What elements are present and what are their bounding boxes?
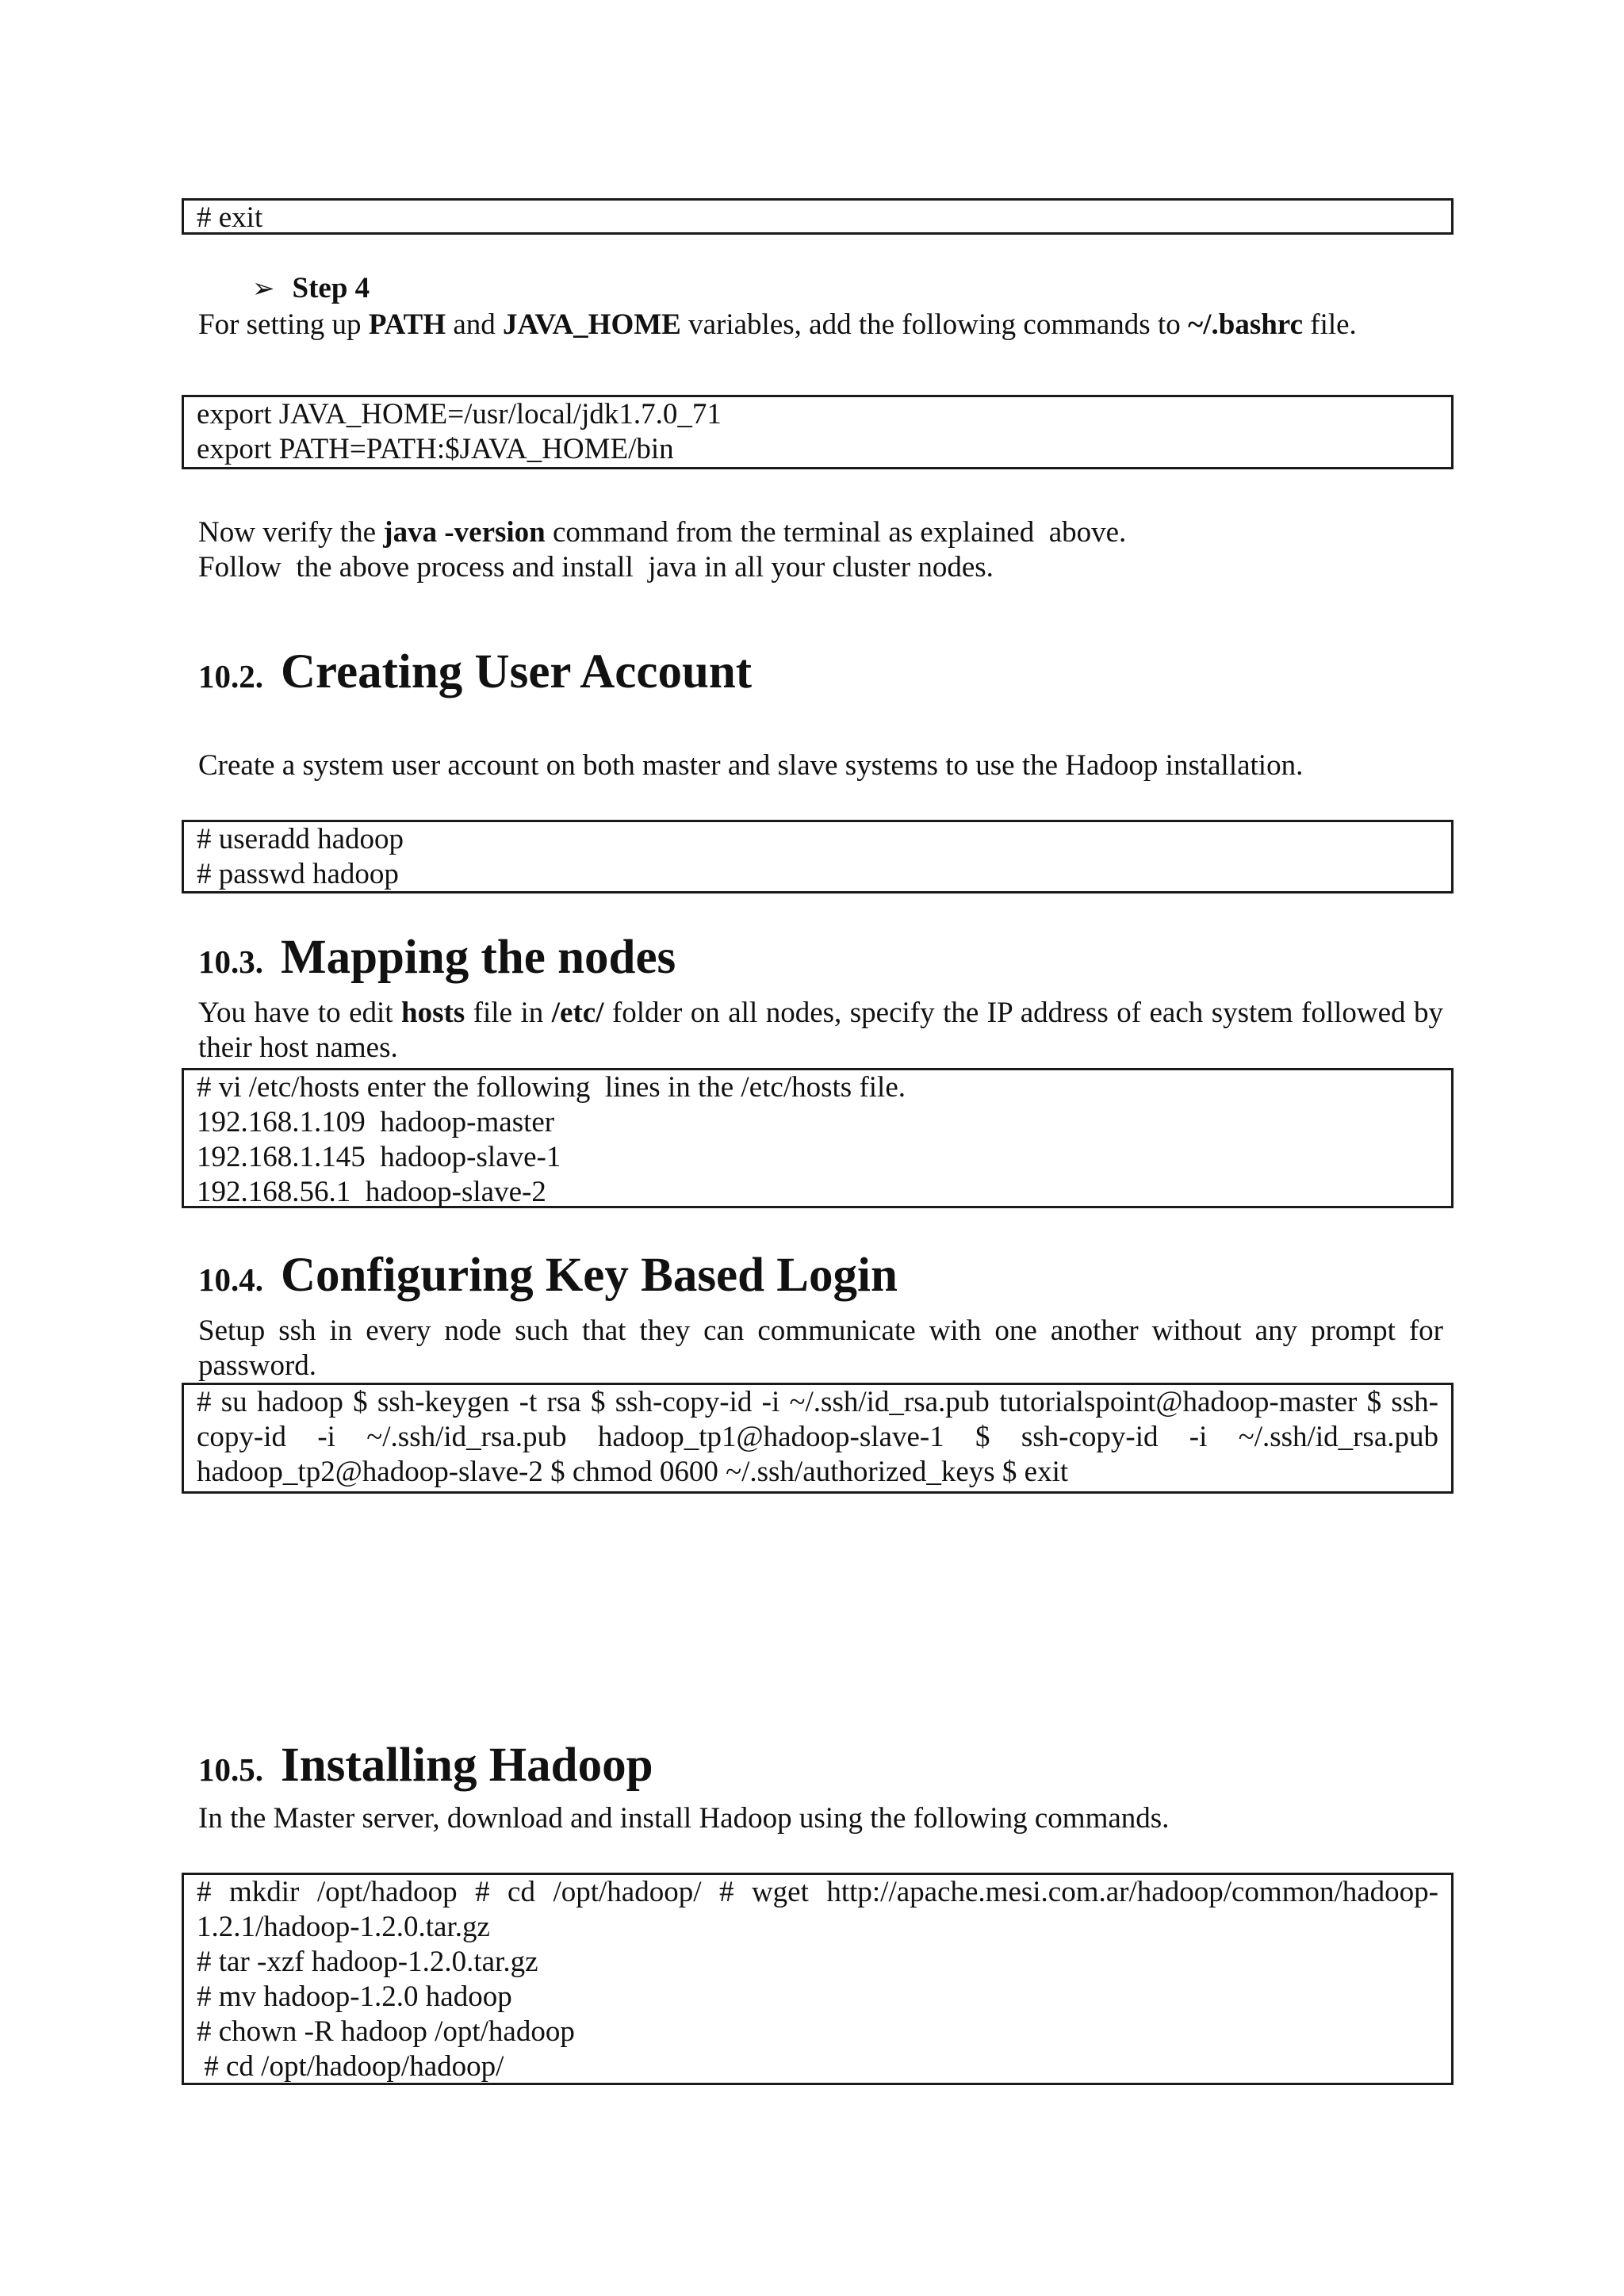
section-number: 10.3. — [198, 943, 263, 980]
code-paragraph: # su hadoop $ ssh-keygen -t rsa $ ssh-copy-id -i ~/.ssh/id_rsa.pub tutorialspoint@hadoop-master $ ssh-copy-id -i ~/.ssh/id_rsa.pub hadoop_tp1@hadoop-slave-1 $ ssh-copy-id -i ~/.ssh/id_rsa.pub hadoop_tp2@hadoop-slave-2 $ chmod 0600 ~/.ssh/authorized_keys $ exit — [197, 1386, 1438, 1488]
code-line: # useradd hadoop — [197, 823, 404, 855]
code-line: # exit — [197, 201, 263, 234]
section-paragraph: You have to edit hosts file in /etc/ folder on all nodes, specify the IP address of each system followed by their host names. — [198, 997, 1443, 1064]
code-line: # passwd hadoop — [197, 858, 399, 890]
code-box-ssh — [182, 1383, 1454, 1494]
code-line: # tar -xzf hadoop-1.2.0.tar.gz — [197, 1946, 538, 1978]
section-heading-10-3 — [198, 931, 676, 984]
code-line: 192.168.1.145 hadoop-slave-1 — [197, 1141, 561, 1173]
code-line: # chown -R hadoop /opt/hadoop — [197, 2015, 575, 2048]
arrow-bullet-icon: ➢ — [252, 273, 275, 304]
code-box-exit — [182, 198, 1454, 235]
section-heading-10-4 — [198, 1249, 898, 1302]
code-paragraph: # mkdir /opt/hadoop # cd /opt/hadoop/ # wget http://apache.mesi.com.ar/hadoop/common/hadoop-1.2.1/hadoop-1.2.0.tar.gz — [197, 1876, 1438, 1943]
section-paragraph: Create a system user account on both master and slave systems to use the Hadoop installation. — [198, 749, 1304, 782]
section-title: Configuring Key Based Login — [281, 1249, 898, 1302]
section-number: 10.4. — [198, 1261, 263, 1298]
section-heading-10-5 — [198, 1739, 653, 1792]
code-line: # vi /etc/hosts enter the following lines in the /etc/hosts file. — [197, 1071, 906, 1104]
code-line: export JAVA_HOME=/usr/local/jdk1.7.0_71 — [197, 398, 722, 430]
section-paragraph: In the Master server, download and install Hadoop using the following commands. — [198, 1802, 1170, 1835]
section-number: 10.5. — [198, 1751, 263, 1788]
step4-description: For setting up PATH and JAVA_HOME variables, add the following commands to ~/.bashrc file. — [198, 308, 1357, 341]
code-line: 192.168.56.1 hadoop-slave-2 — [197, 1176, 546, 1208]
code-line: # cd /opt/hadoop/hadoop/ — [197, 2050, 504, 2083]
code-box-install — [182, 1873, 1454, 2085]
code-line: # mv hadoop-1.2.0 hadoop — [197, 1980, 512, 2013]
section-heading-10-2 — [198, 645, 753, 698]
section-title: Mapping the nodes — [281, 931, 676, 984]
verify-paragraph: Now verify the java -version command from the terminal as explained above. Follow the above process and install java in all your cluster nodes. — [198, 516, 1127, 584]
code-box-useradd — [182, 820, 1454, 894]
code-line: 192.168.1.109 hadoop-master — [197, 1106, 555, 1138]
step-heading — [252, 271, 370, 306]
section-number: 10.2. — [198, 658, 263, 695]
section-title: Creating User Account — [281, 645, 753, 698]
section-title: Installing Hadoop — [281, 1739, 653, 1792]
code-line: export PATH=PATH:$JAVA_HOME/bin — [197, 433, 674, 465]
section-paragraph: Setup ssh in every node such that they can communicate with one another without any prompt for password. — [198, 1314, 1443, 1382]
code-box-hosts — [182, 1068, 1454, 1208]
code-box-java-env — [182, 395, 1454, 469]
step-title: Step 4 — [292, 272, 370, 304]
